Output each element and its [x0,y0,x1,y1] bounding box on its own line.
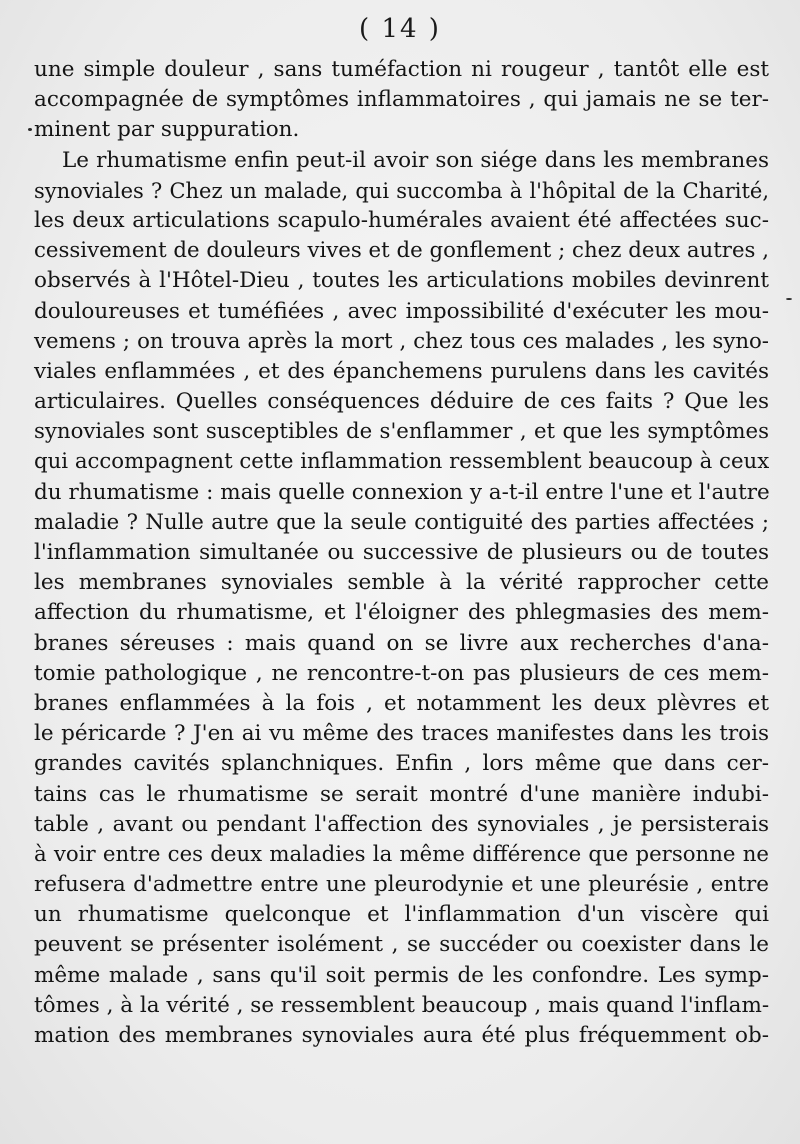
text-line: à voir entre ces deux maladies la même différence que personne ne [34,841,769,867]
text-line: synoviales sont susceptibles de s'enflammer , et que les symptômes [34,419,769,445]
text-line: maladie ? Nulle autre que la seule contiguité des parties affectées ; [34,509,769,535]
text-line: refusera d'admettre entre une pleurodynie et une pleurésie , entre [34,872,769,898]
text-line: branes séreuses : mais quand on se livre aux recherches d'ana- [34,630,769,656]
text-line: qui accompagnent cette inflammation ressemblent beaucoup à ceux [34,449,770,475]
text-line: tômes , à la vérité , se ressemblent beaucoup , mais quand l'inflam- [34,992,770,1018]
text-line: le péricarde ? J'en ai vu même des traces manifestes dans les trois [34,721,769,747]
text-line: accompagnée de symptômes inflammatoires , qui jamais ne se ter- [34,87,769,113]
text-line: grandes cavités splanchniques. Enfin , lors même que dans cer- [34,751,769,777]
text-line: tains cas le rhumatisme se serait montré d'une manière indubi- [34,781,769,807]
body-text [34,55,769,1051]
text-line: une simple douleur , sans tuméfaction ni rougeur , tantôt elle est [34,57,769,82]
text-line: l'inflammation simultanée ou successive de plusieurs ou de toutes [34,540,769,565]
text-line: même malade , sans qu'il soit permis de les confondre. Les symp- [34,962,769,988]
text-line: douloureuses et tuméfiées , avec impossibilité d'exécuter les mou- [34,298,769,324]
ink-speck [28,128,32,131]
text-line: affection du rhumatisme, et l'éloigner des phlegmasies des mem- [34,600,769,626]
text-line: les membranes synoviales semble à la vérité rapprocher cette [34,570,769,596]
ink-speck [786,298,792,300]
text-line: viales enflammées , et des épanchemens purulens dans les cavités [34,358,769,384]
text-line: observés à l'Hôtel-Dieu , toutes les articulations mobiles devinrent [34,268,769,294]
text-line: articulaires. Quelles conséquences déduire de ces faits ? Que les [34,389,769,415]
text-line: cessivement de douleurs vives et de gonflement ; chez deux autres , [34,238,769,264]
text-line: branes enflammées à la fois , et notamment les deux plèvres et [34,690,769,716]
page-number: ( 14 ) [359,14,441,44]
text-line: vemens ; on trouva après la mort , chez tous ces malades , les syno- [34,328,769,354]
text-line: table , avant ou pendant l'affection des synoviales , je persisterais [34,811,769,837]
text-line: un rhumatisme quelconque et l'inflammation d'un viscère qui [34,902,769,928]
text-line: tomie pathologique , ne rencontre-t-on pas plusieurs de ces mem- [34,660,769,686]
text-line: les deux articulations scapulo-humérales avaient été affectées suc- [34,207,769,233]
paragraph-start-line: Le rhumatisme enfin peut-il avoir son siége dans les membranes [62,147,769,173]
text-line: du rhumatisme : mais quelle connexion y a-t-il entre l'une et l'autre [34,479,770,505]
text-line: minent par suppuration. [34,117,300,143]
text-line: mation des membranes synoviales aura été plus fréquemment ob- [34,1023,769,1048]
text-line: peuvent se présenter isolément , se succéder ou coexister dans le [34,932,769,958]
text-line: synoviales ? Chez un malade, qui succomba à l'hôpital de la Charité, [34,178,769,203]
